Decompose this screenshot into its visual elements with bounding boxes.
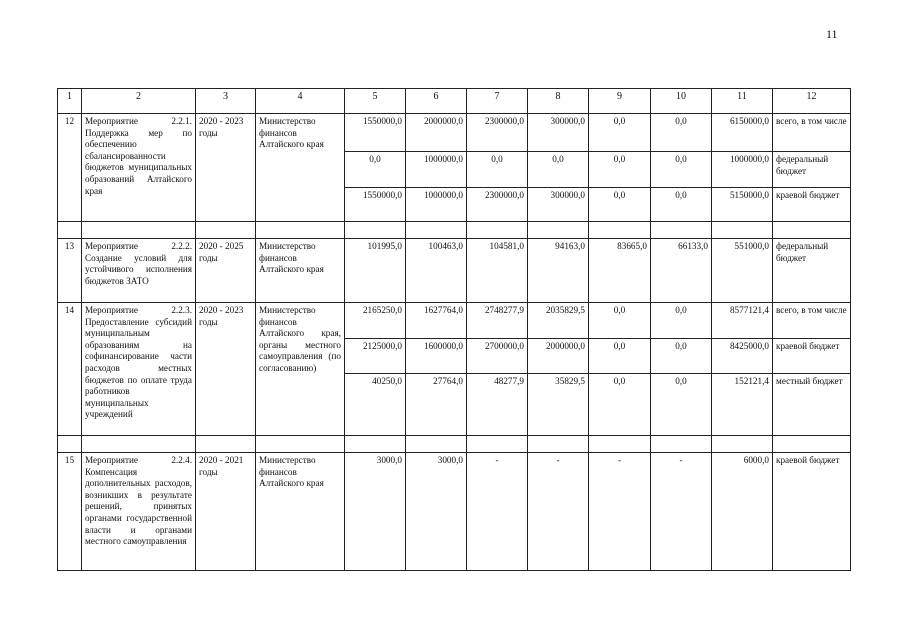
value-cell: 6000,0 (712, 453, 773, 571)
value-cell: - (651, 453, 712, 571)
column-header: 2 (82, 89, 196, 114)
measure-cell: Мероприятие 2.2.4. Компенсация дополнительных расходов, возникших в результате решений, принятых органами государственной власти и органами местного самоуправления (82, 453, 196, 571)
value-cell: 8425000,0 (712, 339, 773, 374)
value-cell: 104581,0 (467, 239, 528, 303)
value-cell: 1550000,0 (345, 188, 406, 222)
value-cell: - (589, 453, 651, 571)
header-row (58, 89, 851, 114)
value-cell: 6150000,0 (712, 114, 773, 152)
executor-cell: Министерство финансов Алтайского края (256, 239, 345, 303)
table-row (58, 114, 851, 152)
column-header: 9 (589, 89, 651, 114)
source-cell: федеральный бюджет (773, 239, 851, 303)
period-cell: 2020 - 2021 годы (196, 453, 256, 571)
value-cell: 8577121,4 (712, 303, 773, 339)
value-cell: 1600000,0 (406, 339, 467, 374)
row-index: 14 (58, 303, 82, 436)
value-cell: 100463,0 (406, 239, 467, 303)
measure-cell: Мероприятие 2.2.1. Поддержка мер по обеспечению сбалансированности бюджетов муниципальных образований Алтайского края (82, 114, 196, 222)
value-cell: 0,0 (589, 188, 651, 222)
value-cell: 0,0 (651, 339, 712, 374)
value-cell: 66133,0 (651, 239, 712, 303)
spacer-row (58, 222, 851, 239)
value-cell: 3000,0 (345, 453, 406, 571)
value-cell: - (467, 453, 528, 571)
value-cell: 35829,5 (528, 374, 589, 436)
executor-cell: Министерство финансов Алтайского края, органы местного самоуправления (по согласованию) (256, 303, 345, 436)
value-cell: 0,0 (589, 374, 651, 436)
value-cell: 94163,0 (528, 239, 589, 303)
source-cell: местный бюджет (773, 374, 851, 436)
source-cell: краевой бюджет (773, 339, 851, 374)
measure-cell: Мероприятие 2.2.3. Предоставление субсидий муниципальным образованиям на софинансирование части расходов местных бюджетов по оплате труда работников муниципальных учреждений (82, 303, 196, 436)
value-cell: 0,0 (651, 188, 712, 222)
row-index: 13 (58, 239, 82, 303)
value-cell: 5150000,0 (712, 188, 773, 222)
value-cell: 0,0 (528, 152, 589, 188)
value-cell: 300000,0 (528, 114, 589, 152)
value-cell: 152121,4 (712, 374, 773, 436)
value-cell: 0,0 (589, 114, 651, 152)
value-cell: 1000000,0 (406, 152, 467, 188)
column-header: 5 (345, 89, 406, 114)
period-cell: 2020 - 2023 годы (196, 114, 256, 222)
period-cell: 2020 - 2023 годы (196, 303, 256, 436)
value-cell: 1550000,0 (345, 114, 406, 152)
table-row (58, 303, 851, 339)
column-header: 6 (406, 89, 467, 114)
column-header: 8 (528, 89, 589, 114)
row-index: 12 (58, 114, 82, 222)
executor-cell: Министерство финансов Алтайского края (256, 453, 345, 571)
value-cell: 0,0 (589, 303, 651, 339)
page-number: 11 (826, 27, 838, 41)
column-header: 10 (651, 89, 712, 114)
row-index: 15 (58, 453, 82, 571)
budget-table (57, 88, 851, 571)
value-cell: 2300000,0 (467, 188, 528, 222)
column-header: 7 (467, 89, 528, 114)
source-cell: всего, в том числе (773, 114, 851, 152)
value-cell: 101995,0 (345, 239, 406, 303)
column-header: 11 (712, 89, 773, 114)
period-cell: 2020 - 2025 годы (196, 239, 256, 303)
value-cell: 2748277,9 (467, 303, 528, 339)
value-cell: - (528, 453, 589, 571)
value-cell: 0,0 (345, 152, 406, 188)
spacer-row (58, 436, 851, 453)
value-cell: 83665,0 (589, 239, 651, 303)
value-cell: 2000000,0 (528, 339, 589, 374)
source-cell: краевой бюджет (773, 188, 851, 222)
column-header: 4 (256, 89, 345, 114)
source-cell: всего, в том числе (773, 303, 851, 339)
column-header: 1 (58, 89, 82, 114)
value-cell: 2000000,0 (406, 114, 467, 152)
value-cell: 2035829,5 (528, 303, 589, 339)
table-row (58, 239, 851, 303)
value-cell: 0,0 (589, 339, 651, 374)
value-cell: 3000,0 (406, 453, 467, 571)
column-header: 3 (196, 89, 256, 114)
value-cell: 300000,0 (528, 188, 589, 222)
value-cell: 0,0 (651, 303, 712, 339)
column-header: 12 (773, 89, 851, 114)
value-cell: 2125000,0 (345, 339, 406, 374)
value-cell: 40250,0 (345, 374, 406, 436)
value-cell: 2700000,0 (467, 339, 528, 374)
value-cell: 48277,9 (467, 374, 528, 436)
value-cell: 27764,0 (406, 374, 467, 436)
value-cell: 0,0 (651, 114, 712, 152)
value-cell: 0,0 (589, 152, 651, 188)
table-row (58, 453, 851, 571)
value-cell: 0,0 (651, 152, 712, 188)
value-cell: 0,0 (467, 152, 528, 188)
source-cell: федеральный бюджет (773, 152, 851, 188)
value-cell: 2165250,0 (345, 303, 406, 339)
value-cell: 551000,0 (712, 239, 773, 303)
value-cell: 2300000,0 (467, 114, 528, 152)
source-cell: краевой бюджет (773, 453, 851, 571)
value-cell: 1627764,0 (406, 303, 467, 339)
value-cell: 0,0 (651, 374, 712, 436)
value-cell: 1000000,0 (406, 188, 467, 222)
measure-cell: Мероприятие 2.2.2. Создание условий для устойчивого исполнения бюджетов ЗАТО (82, 239, 196, 303)
executor-cell: Министерство финансов Алтайского края (256, 114, 345, 222)
value-cell: 1000000,0 (712, 152, 773, 188)
